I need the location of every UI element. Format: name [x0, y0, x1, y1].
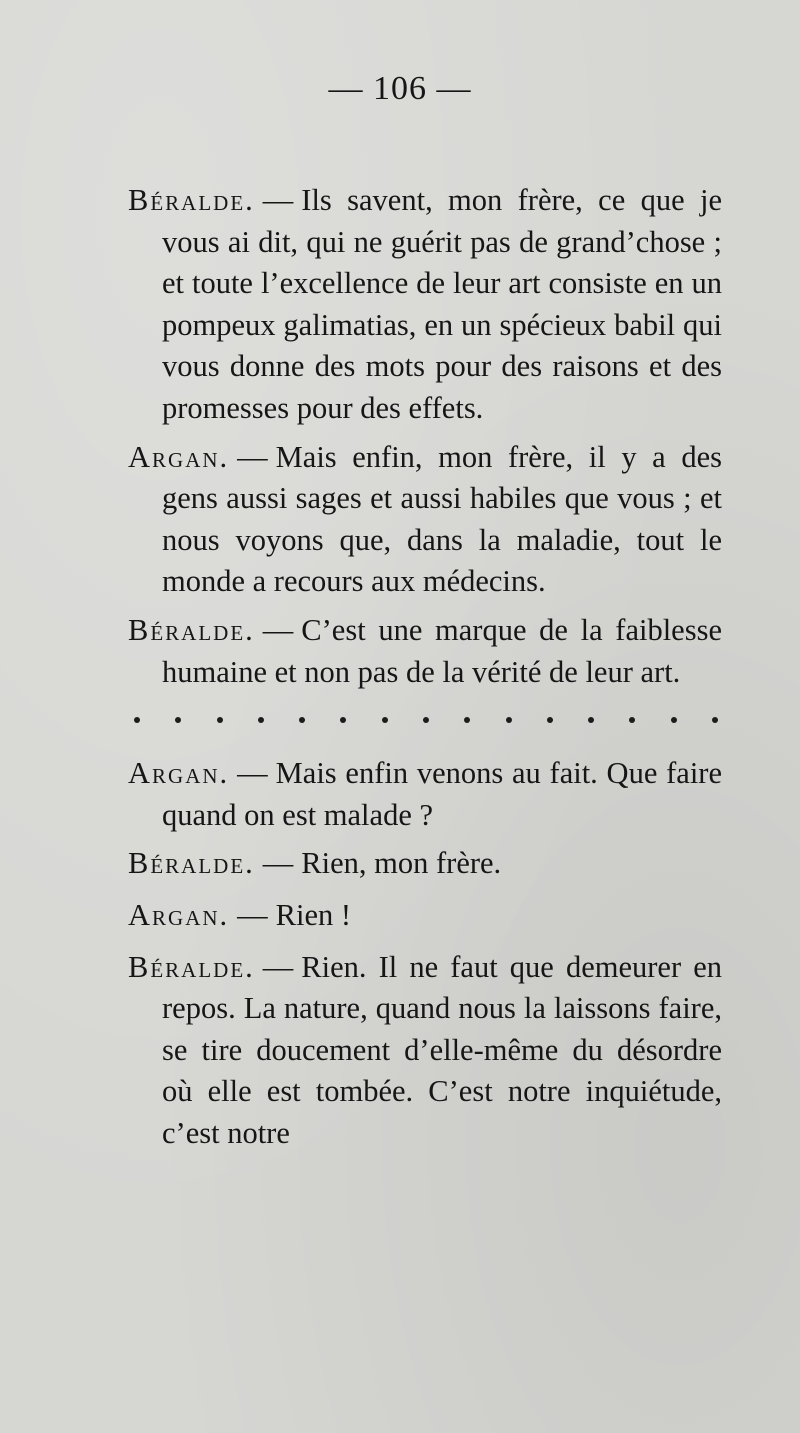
speech-text: Rien. Il ne faut que demeurer en repos. La nature, quand nous la laissons faire, se tire doucement d’elle-même du désordre où elle est tombée. C’est notre inquiétude, c’est notre: [162, 949, 722, 1150]
em-dash: —: [262, 183, 294, 217]
divider-dot: [217, 717, 223, 723]
divider-dot: [506, 717, 512, 723]
em-dash: —: [262, 949, 294, 984]
em-dash: —: [237, 756, 268, 791]
speaker-name: Argan.: [128, 439, 230, 474]
divider-dot: [588, 717, 594, 723]
speech-text: Rien, mon frère.: [301, 846, 502, 881]
speech-text: C’est une marque de la faiblesse humaine et non pas de la vérité de leur art.: [162, 612, 722, 689]
divider-dot: [423, 717, 429, 723]
speaker-name: Argan.: [128, 897, 230, 932]
em-dash: —: [237, 439, 268, 474]
speech-text: Ils savent, mon frère, ce que je vous ai dit, qui ne guérit pas de grand’chose ; et toute l’excellence de leur art consiste en un pompeux galimatias, en un spécieux babil qui vous donne des mots pour des raisons et des promesses pour des effets.: [162, 183, 722, 425]
speaker-name: Béralde.: [128, 949, 255, 984]
divider-dot: [299, 717, 305, 723]
speech-text: Mais enfin venons au fait. Que faire quand on est malade ?: [162, 756, 722, 832]
divider-dot: [671, 717, 677, 723]
speech-paragraph: [128, 753, 722, 836]
speaker-name: Béralde.: [128, 846, 255, 881]
speech-paragraph: [128, 180, 722, 430]
divider-dot: [340, 717, 346, 723]
speech-text: Mais enfin, mon frère, il y a des gens aussi sages et aussi habiles que vous ; et nous voyons que, dans la maladie, tout le monde a recours aux médecins.: [162, 439, 722, 599]
speech-text: Rien !: [275, 897, 352, 932]
divider-dot: [547, 717, 553, 723]
speech-paragraph: [128, 437, 722, 603]
divider-dot: [258, 717, 264, 723]
divider-dot: [382, 717, 388, 723]
speech-paragraph: [128, 895, 722, 937]
em-dash: —: [262, 612, 294, 647]
speech-paragraph: [128, 610, 722, 693]
speech-paragraph: [128, 843, 722, 885]
speech-paragraph: [128, 947, 722, 1155]
divider-dot: [134, 717, 140, 723]
divider-dot: [175, 717, 181, 723]
page-number: — 106 —: [328, 70, 472, 107]
ellipsis-divider: [128, 703, 722, 737]
speaker-name: Béralde.: [128, 612, 255, 647]
speaker-name: Argan.: [128, 756, 230, 791]
divider-dot: [464, 717, 470, 723]
speaker-name: Béralde.: [128, 183, 255, 217]
divider-dot: [629, 717, 635, 723]
em-dash: —: [237, 897, 268, 932]
divider-dot: [712, 717, 718, 723]
dialogue-text: [128, 180, 722, 1161]
em-dash: —: [262, 846, 294, 881]
